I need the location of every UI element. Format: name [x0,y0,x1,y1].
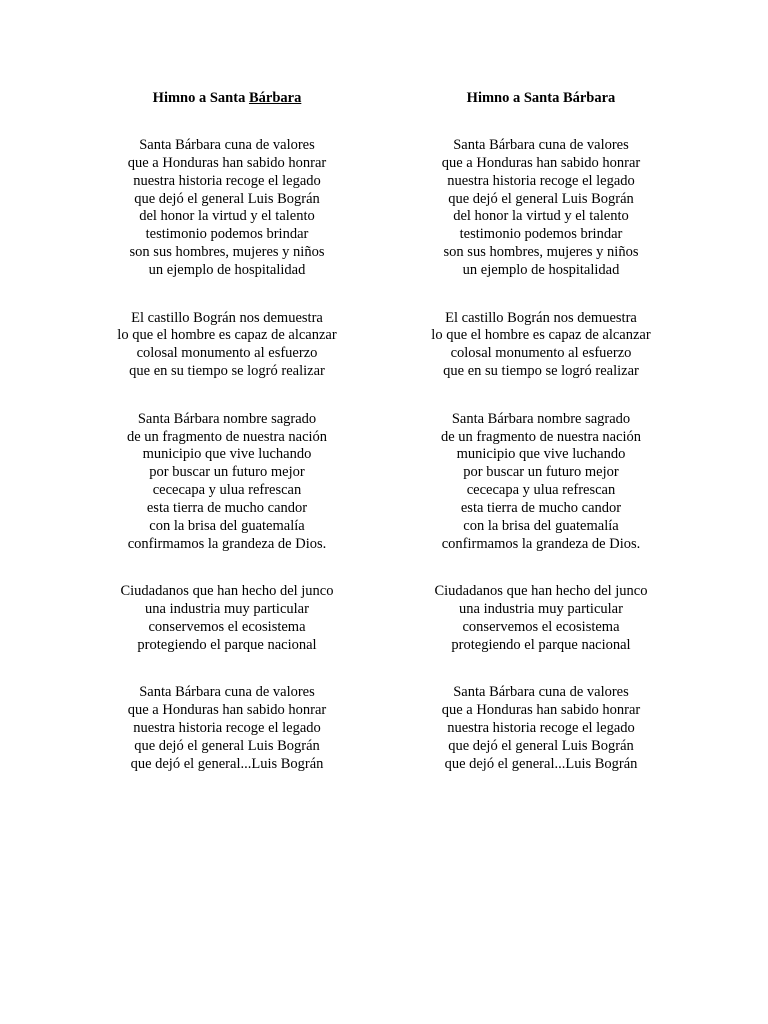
verse-line: que en su tiempo se logró realizar [443,363,639,380]
verse-line: Santa Bárbara cuna de valores [139,684,315,701]
verse-line: nuestra historia recoge el legado [133,720,321,737]
verse-line: que dejó el general Luis Bográn [448,737,634,754]
verse-line: que dejó el general Luis Bográn [448,190,634,207]
verse-line: municipio que vive luchando [142,446,312,463]
verse-line: que a Honduras han sabido honrar [441,154,641,171]
verse-line: un ejemplo de hospitalidad [462,261,620,278]
verse-line: del honor la virtud y el talento [453,208,629,225]
stanza [82,411,372,554]
stanza [396,684,686,773]
verse-line: cececapa y ulua refrescan [466,482,616,499]
verse-line: testimonio podemos brindar [145,226,309,243]
verse-line: una industria muy particular [145,601,309,618]
stanza [82,684,372,773]
verse-line: de un fragmento de nuestra nación [126,428,328,445]
stanza [82,310,372,381]
stanza [396,411,686,554]
verse-line: colosal monumento al esfuerzo [450,345,632,362]
stanza [396,310,686,381]
verse-line: que dejó el general Luis Bográn [134,190,320,207]
verse-line: esta tierra de mucho candor [460,499,622,516]
stanza [82,583,372,654]
verse-line: que dejó el general...Luis Bográn [130,755,324,772]
stanza-group-copy [396,137,686,774]
page-title [82,89,372,107]
verse-line: con la brisa del guatemalía [149,517,305,534]
verse-line: nuestra historia recoge el legado [447,720,635,737]
right-column [396,89,686,774]
verse-line: que a Honduras han sabido honrar [127,154,327,171]
verse-line: Ciudadanos que han hecho del junco [120,583,334,600]
verse-line: cececapa y ulua refrescan [152,482,302,499]
verse-line: que en su tiempo se logró realizar [129,363,325,380]
verse-line: que a Honduras han sabido honrar [127,702,327,719]
verse-line: municipio que vive luchando [456,446,626,463]
verse-line: una industria muy particular [459,601,623,618]
verse-line: por buscar un futuro mejor [149,464,305,481]
stanza [396,583,686,654]
verse-line: por buscar un futuro mejor [463,464,619,481]
verse-line: del honor la virtud y el talento [139,208,315,225]
verse-line: confirmamos la grandeza de Dios. [441,535,641,552]
verse-line: Santa Bárbara cuna de valores [453,137,629,153]
stanza [82,137,372,280]
verse-line: El castillo Bográn nos demuestra [445,309,637,326]
verse-line: El castillo Bográn nos demuestra [131,309,323,326]
verse-line: que dejó el general...Luis Bográn [444,755,638,772]
verse-line: Santa Bárbara nombre sagrado [451,410,631,427]
verse-line: lo que el hombre es capaz de alcanzar [117,327,337,344]
verse-line: protegiendo el parque nacional [451,636,631,653]
verse-line: Santa Bárbara cuna de valores [139,137,315,153]
verse-line: son sus hombres, mujeres y niños [129,244,325,261]
title-underlined-word: Bárbara [248,90,302,106]
verse-line: Ciudadanos que han hecho del junco [434,583,648,600]
verse-line: colosal monumento al esfuerzo [136,345,318,362]
verse-line: que dejó el general Luis Bográn [134,737,320,754]
title-text: Himno a Santa [152,90,249,106]
verse-line: de un fragmento de nuestra nación [440,428,642,445]
verse-line: Santa Bárbara nombre sagrado [137,410,317,427]
verse-line: conservemos el ecosistema [462,618,620,635]
verse-line: protegiendo el parque nacional [137,636,317,653]
stanza-group [82,137,372,774]
verse-line: Santa Bárbara cuna de valores [453,684,629,701]
stanza [396,137,686,280]
verse-line: con la brisa del guatemalía [463,517,619,534]
verse-line: que a Honduras han sabido honrar [441,702,641,719]
page-title-copy: Himno a Santa Bárbara [466,90,616,106]
verse-line: nuestra historia recoge el legado [447,172,635,189]
verse-line: son sus hombres, mujeres y niños [443,244,639,261]
verse-line: lo que el hombre es capaz de alcanzar [431,327,651,344]
verse-line: esta tierra de mucho candor [146,499,308,516]
left-column [82,89,372,774]
verse-line: un ejemplo de hospitalidad [148,261,306,278]
verse-line: conservemos el ecosistema [148,618,306,635]
verse-line: testimonio podemos brindar [459,226,623,243]
verse-line: nuestra historia recoge el legado [133,172,321,189]
verse-line: confirmamos la grandeza de Dios. [127,535,327,552]
